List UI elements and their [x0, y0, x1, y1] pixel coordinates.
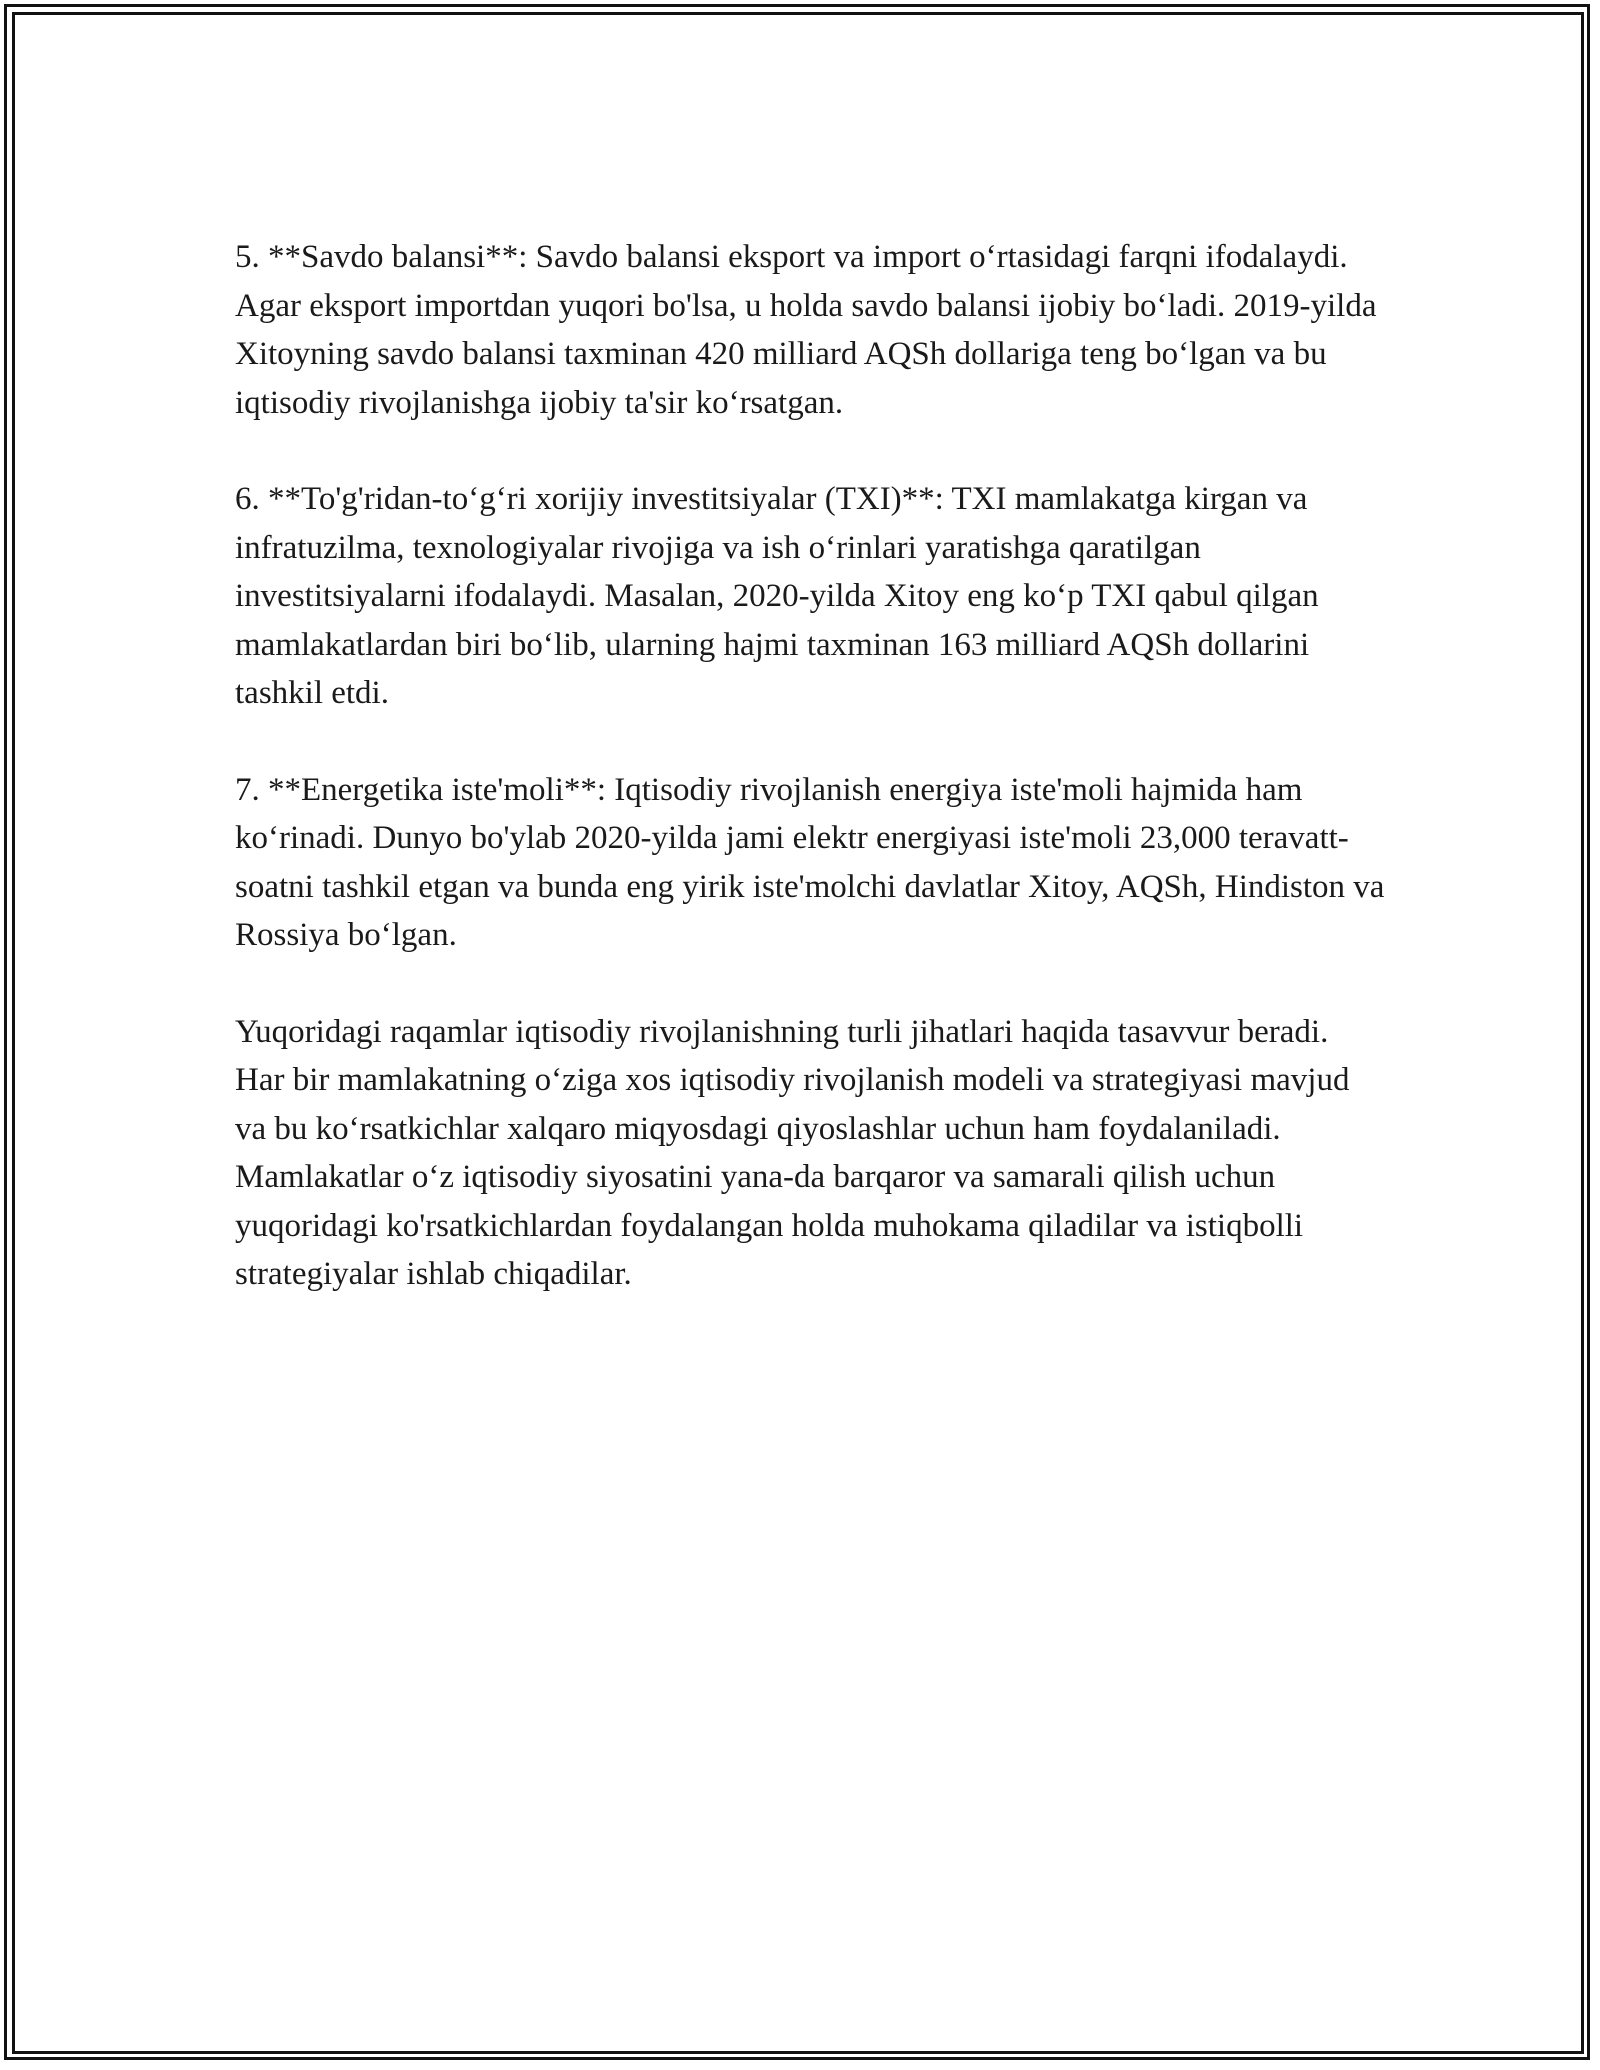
paragraph-conclusion: Yuqoridagi raqamlar iqtisodiy rivojlanishning turli jihatlari haqida tasavvur beradi. Har bir mamlakatning o‘ziga xos iqtisodiy rivojlanish modeli va strategiyasi mavjud va bu ko‘rsatkichlar xalqaro miqyosdagi qiyoslashlar uchun ham foydalaniladi. Mamlakatlar o‘z iqtisodiy siyosatini yana-da barqaror va samarali qilish uchun yuqoridagi ko'rsatkichlardan foydalangan holda muhokama qiladilar va istiqbolli strategiyalar ishlab chiqadilar.	[235, 1013, 1350, 1292]
paragraph-foreign-direct-investment: 6. **To'g'ridan-to‘g‘ri xorijiy investitsiyalar (TXI)**: TXI mamlakatga kirgan va infratuzilma, texnologiyalar rivojiga va ish o‘rinlari yaratishga qaratilgan investitsiyalarni ifodalaydi. Masalan, 2020-yilda Xitoy eng ko‘p TXI qabul qilgan mamlakatlardan biri bo‘lib, ularning hajmi taxminan 163 milliard AQSh dollarini tashkil etdi.	[235, 481, 1319, 711]
document-body	[235, 233, 1385, 1347]
paragraph-energy-consumption: 7. **Energetika iste'moli**: Iqtisodiy rivojlanish energiya iste'moli hajmida ham ko‘rinadi. Dunyo bo'ylab 2020-yilda jami elektr energiyasi iste'moli 23,000 teravatt-soatni tashkil etgan va bunda eng yirik iste'molchi davlatlar Xitoy, AQSh, Hindiston va Rossiya bo‘lgan.	[235, 771, 1385, 953]
paragraph-trade-balance: 5. **Savdo balansi**: Savdo balansi eksport va import o‘rtasidagi farqni ifodalaydi. Agar eksport importdan yuqori bo'lsa, u holda savdo balansi ijobiy bo‘ladi. 2019-yilda Xitoyning savdo balansi taxminan 420 milliard AQSh dollariga teng bo‘lgan va bu iqtisodiy rivojlanishga ijobiy ta'sir ko‘rsatgan.	[235, 239, 1377, 421]
